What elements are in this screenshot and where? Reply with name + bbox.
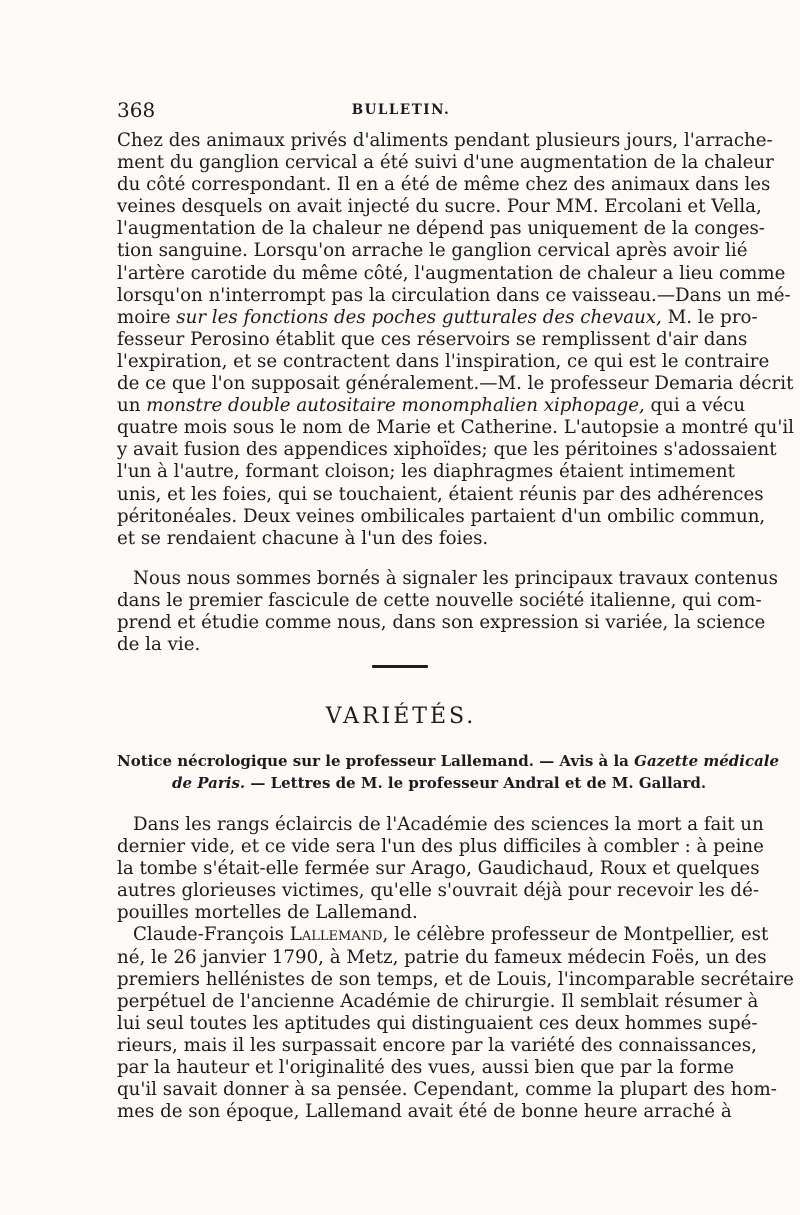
- memoire-suffix: M. le pro-: [661, 306, 758, 328]
- text-line: premiers hellénistes de son temps, et de Louis, l'incomparable secrétaire: [117, 968, 794, 990]
- text-line: par la hauteur et l'originalité des vues, aussi bien que par la forme: [117, 1057, 734, 1079]
- text-line: péritonéales. Deux veines ombilicales partaient d'un ombilic commun,: [117, 505, 766, 527]
- text-line: fesseur Perosino établit que ces réservoirs se remplissent d'air dans: [117, 328, 748, 350]
- varietes-text: [117, 814, 794, 1123]
- memoire-title: sur les fonctions des poches gutturales des chevaux,: [176, 306, 662, 328]
- text-line: qu'il savait donner à sa pensée. Cependant, comme la plupart des hom-: [117, 1079, 777, 1101]
- text-line: unis, et les foies, qui se touchaient, étaient réunis par des adhérences: [117, 483, 764, 505]
- memoire-prefix: moire: [117, 306, 177, 328]
- notice-line: [117, 772, 707, 794]
- text-line: veines desquels on avait injecté du sucre. Pour MM. Ercolani et Vella,: [117, 196, 762, 218]
- text-line-memoire: [117, 306, 758, 329]
- text-line: autres glorieuses victimes, qu'elle s'ouvrait déjà pour recevoir les dé-: [117, 880, 759, 902]
- notice-part1: Notice nécrologique sur le professeur Lallemand. — Avis à la: [117, 752, 635, 770]
- text-line: rieurs, mais il les surpassait encore par la variété des connaissances,: [117, 1034, 757, 1056]
- running-head: [117, 98, 685, 128]
- notice-part2: — Lettres de M. le professeur Andral et de M. Gallard.: [245, 774, 707, 792]
- text-line: Chez des animaux privés d'aliments pendant plusieurs jours, l'arrache-: [117, 130, 773, 151]
- bulletin-paragraph: [117, 130, 794, 550]
- monstre-suffix: qui a vécu: [644, 395, 746, 417]
- text-line: perpétuel de l'ancienne Académie de chirurgie. Il semblait résumer à: [117, 990, 759, 1012]
- gazette-title: Gazette médicale: [634, 752, 780, 770]
- text-line: mes de son époque, Lallemand avait été de bonne heure arraché à: [117, 1101, 732, 1123]
- text-line: l'augmentation de la chaleur ne dépend pas uniquement de la conges-: [117, 218, 765, 240]
- text-line: lui seul toutes les aptitudes qui distinguaient ces deux hommes supé-: [117, 1012, 758, 1034]
- gazette-title-cont: de Paris.: [172, 774, 246, 792]
- text-line: de la vie.: [117, 634, 201, 656]
- text-line: prend et étudie comme nous, dans son expression si variée, la science: [117, 612, 766, 634]
- text-line: né, le 26 janvier 1790, à Metz, patrie du fameux médecin Foës, un des: [117, 946, 767, 968]
- text-line: la tombe s'était-elle fermée sur Arago, Gaudichaud, Roux et quelques: [117, 858, 760, 880]
- text-line: l'artère carotide du même côté, l'augmentation de chaleur a lieu comme: [117, 262, 786, 284]
- text-line-lallemand: [117, 924, 769, 946]
- text-line: et se rendaient chacune à l'un des foies.: [117, 527, 489, 549]
- text-line: tion sanguine. Lorsqu'on arrache le ganglion cervical après avoir lié: [117, 240, 748, 262]
- monstre-prefix: un: [117, 395, 147, 417]
- lallemand-suffix: , le célèbre professeur de Montpellier, est: [382, 924, 769, 946]
- text-line: quatre mois sous le nom de Marie et Catherine. L'autopsie a montré qu'il: [117, 417, 794, 439]
- running-title: BULLETIN.: [351, 102, 451, 118]
- text-line: du côté correspondant. Il en a été de même chez des animaux dans les: [117, 174, 771, 196]
- closing-paragraph: [117, 568, 778, 656]
- text-line-monstre: [117, 395, 746, 417]
- page-number: 368: [117, 98, 156, 122]
- text-line: l'expiration, et se contractent dans l'inspiration, ce qui est le contraire: [117, 350, 770, 372]
- notice-summary: [117, 750, 780, 794]
- text-line: l'un à l'autre, formant cloison; les diaphragmes étaient intimement: [117, 461, 735, 483]
- monstre-title: monstre double autositaire monomphalien xiphopage,: [146, 395, 645, 417]
- text-line: y avait fusion des appendices xiphoïdes; que les péritoines s'adossaient: [117, 439, 777, 461]
- text-line: ment du ganglion cervical a été suivi d'une augmentation de la chaleur: [117, 152, 774, 174]
- section-title: VARIÉTÉS.: [325, 704, 477, 729]
- text-line: lorsqu'on n'interrompt pas la circulation dans ce vaisseau.—Dans un mé-: [117, 284, 791, 306]
- lallemand-prefix: Claude-François: [133, 924, 290, 946]
- lallemand-name: Lallemand: [289, 924, 383, 946]
- text-line: dans le premier fascicule de cette nouvelle société italienne, qui com-: [117, 590, 762, 612]
- notice-line: [117, 750, 780, 772]
- text-line: pouilles mortelles de Lallemand.: [117, 902, 418, 924]
- text-line: dernier vide, et ce vide sera l'un des plus difficiles à combler : à peine: [117, 836, 764, 858]
- text-line: Dans les rangs éclaircis de l'Académie des sciences la mort a fait un: [133, 814, 764, 835]
- text-line: Nous nous sommes bornés à signaler les principaux travaux contenus: [133, 568, 778, 589]
- section-divider: [372, 665, 428, 668]
- text-line: de ce que l'on supposait généralement.—M. le professeur Demaria décrit: [117, 373, 794, 395]
